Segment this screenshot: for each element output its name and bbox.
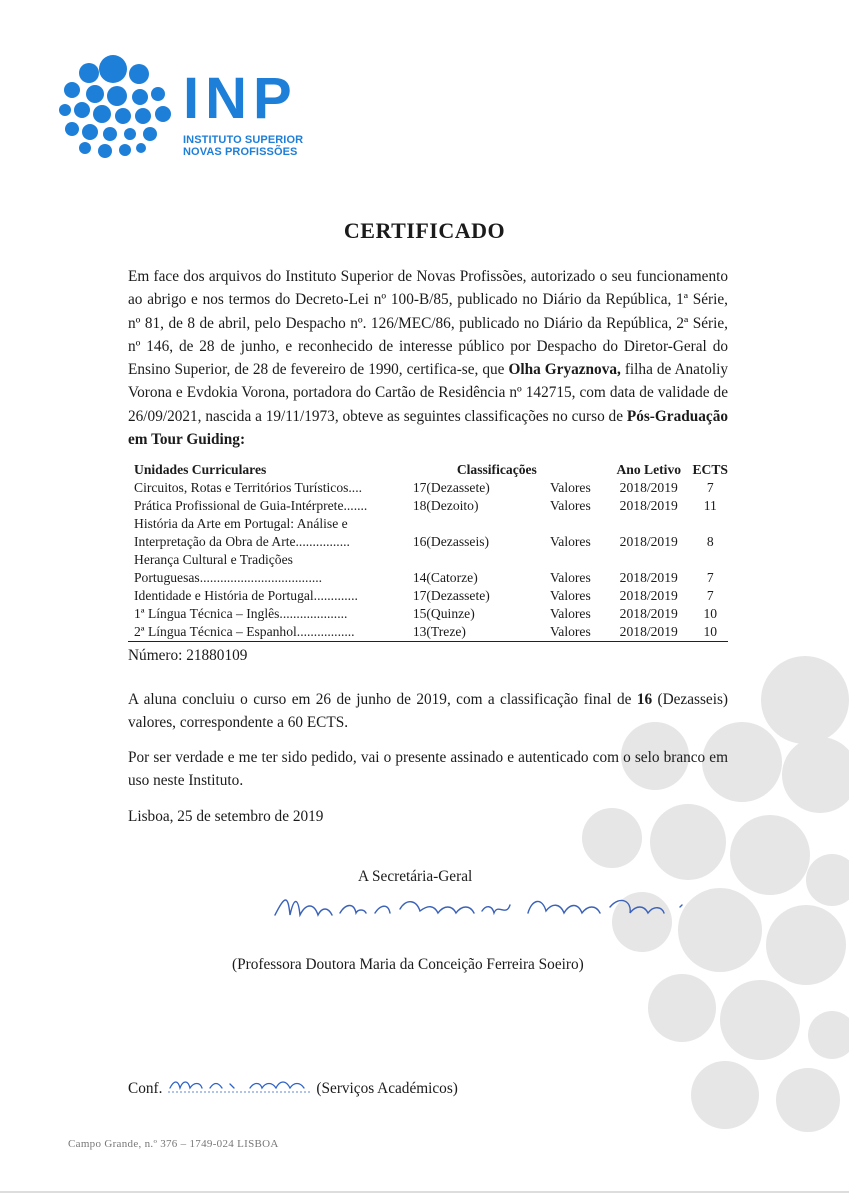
- unit-name: Portuguesas....................................: [134, 570, 323, 585]
- registration-number: Número: 21880109: [128, 647, 248, 664]
- table-row: [128, 605, 728, 623]
- unit-ects: 10: [692, 623, 728, 642]
- unit-name-line-1: História da Arte em Portugal: Análise e: [134, 516, 348, 531]
- document-title: CERTIFICADO: [343, 218, 506, 243]
- unit-valores: Valores: [549, 480, 591, 495]
- intro-paragraph: [128, 265, 728, 451]
- unit-name: Identidade e História de Portugal.............: [134, 588, 358, 603]
- course-name: Pós-Graduação em Tour Guiding:: [128, 407, 728, 449]
- logo-acronym: INP: [183, 66, 298, 131]
- unit-valores: Valores: [536, 623, 605, 642]
- unit-valores: Valores: [549, 570, 591, 585]
- unit-grade: 14(Catorze): [412, 570, 478, 585]
- table-row: [128, 569, 728, 587]
- unit-ects: 7: [706, 480, 714, 495]
- unit-year: 2018/2019: [619, 570, 678, 585]
- conf-label: Conf.: [128, 1080, 163, 1097]
- unit-year: 2018/2019: [619, 534, 678, 549]
- unit-name: Interpretação da Obra de Arte................: [134, 534, 350, 549]
- student-name: Olha Gryaznova,: [508, 361, 621, 379]
- unit-grade: 17(Dezassete): [412, 480, 490, 495]
- unit-year: 2018/2019: [605, 623, 692, 642]
- unit-grade: 16(Dezasseis): [412, 534, 490, 549]
- table-row: [128, 533, 728, 551]
- intro-text-2: filha de Anatoliy Vorona e Evdokia Vorona, portadora do Cartão de Residência nº 142715, com data de validade de 26/09/2021, nascida a 19/11/1973, obteve as seguintes classificações no curso de: [128, 361, 728, 425]
- grades-table: [128, 461, 728, 642]
- unit-name-line-1: Herança Cultural e Tradições: [134, 552, 293, 567]
- unit-grade: 13(Treze): [413, 623, 536, 642]
- unit-grade: 15(Quinze): [412, 606, 475, 621]
- signatory-name: (Professora Doutora Maria da Conceição Ferreira Soeiro): [232, 956, 584, 973]
- unit-year: 2018/2019: [619, 588, 678, 603]
- table-row: [128, 587, 728, 605]
- unit-grade: 18(Dezoito): [412, 498, 479, 513]
- conf-initials-signature: [166, 1074, 316, 1096]
- unit-ects: 11: [703, 498, 717, 513]
- table-row: [128, 497, 728, 515]
- place-date: Lisboa, 25 de setembro de 2019: [128, 808, 324, 825]
- unit-valores: Valores: [549, 498, 591, 513]
- unit-valores: Valores: [549, 534, 591, 549]
- unit-year: 2018/2019: [619, 606, 678, 621]
- header-classification: Classificações: [456, 462, 537, 477]
- unit-year: 2018/2019: [619, 480, 678, 495]
- unit-name: Circuitos, Rotas e Territórios Turísticos....: [134, 480, 363, 495]
- header-ects: ECTS: [692, 462, 728, 477]
- unit-name: 2ª Língua Técnica – Espanhol.................: [128, 623, 413, 642]
- conclusion-text-1: A aluna concluiu o curso em 26 de junho de 2019, com a classificação final de: [128, 691, 637, 708]
- unit-ects: 7: [706, 588, 714, 603]
- signatory-role: A Secretária-Geral: [358, 868, 473, 885]
- conf-line: [128, 1074, 458, 1098]
- logo-line-1: INSTITUTO SUPERIOR: [183, 134, 304, 146]
- header-year: Ano Letivo: [616, 462, 682, 477]
- table-row: [128, 623, 728, 642]
- logo-wordmark: [183, 66, 304, 158]
- table-row-continued: [128, 515, 728, 533]
- conclusion-text-2: (Dezasseis) valores, correspondente a 60 ECTS.: [128, 691, 728, 732]
- unit-ects: 10: [703, 606, 718, 621]
- unit-year: 2018/2019: [619, 498, 678, 513]
- final-grade: 16: [636, 691, 653, 708]
- intro-text-1: Em face dos arquivos do Instituto Superior de Novas Profissões, autorizado o seu funcionamento ao abrigo e nos termos do Decreto-Lei nº 100-B/85, publicado no Diário da República, 1ª Série, nº 81, de 8 de abril, pelo Despacho nº. 126/MEC/86, publicado no Diário da República, 2ª Série, nº 146, de 28 de junho, e reconhecido de interesse público por Despacho do Diretor-Geral do Ensino Superior, de 28 de fevereiro de 1990, certifica-se, que: [128, 268, 728, 379]
- unit-valores: Valores: [549, 606, 591, 621]
- unit-ects: 7: [706, 570, 714, 585]
- footer-address: Campo Grande, n.º 376 – 1749-024 LISBOA: [68, 1138, 279, 1150]
- table-row-continued: [128, 551, 728, 569]
- conclusion-paragraph: [128, 688, 728, 735]
- unit-valores: Valores: [549, 588, 591, 603]
- conf-department: (Serviços Académicos): [316, 1080, 458, 1097]
- handwritten-signature: [270, 885, 730, 935]
- header-unit: Unidades Curriculares: [134, 462, 267, 477]
- table-row: [128, 479, 728, 497]
- unit-name: Prática Profissional de Guia-Intérprete.......: [134, 498, 368, 513]
- logo-line-2: NOVAS PROFISSÕES: [183, 146, 298, 158]
- unit-grade: 17(Dezassete): [412, 588, 490, 603]
- unit-name: 1ª Língua Técnica – Inglês....................: [134, 606, 348, 621]
- authentication-paragraph: Por ser verdade e me ter sido pedido, vai o presente assinado e autenticado com o selo branco em uso neste Instituto.: [128, 749, 728, 790]
- grades-header-row: [128, 461, 728, 479]
- unit-ects: 8: [706, 534, 714, 549]
- inp-logo-icon: [55, 52, 180, 162]
